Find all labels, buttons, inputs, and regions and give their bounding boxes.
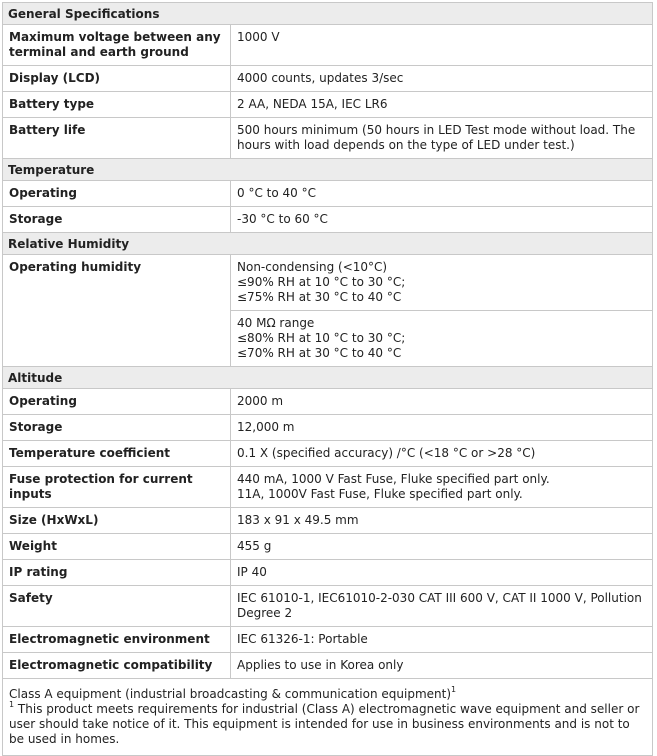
section-title: Altitude bbox=[3, 367, 653, 389]
section-header-temperature bbox=[3, 159, 653, 181]
value-line: 40 MΩ range bbox=[237, 316, 315, 330]
section-title: Relative Humidity bbox=[3, 233, 653, 255]
spec-label: Operating bbox=[3, 181, 231, 207]
spec-row bbox=[3, 255, 653, 311]
spec-row bbox=[3, 560, 653, 586]
section-header-humidity bbox=[3, 233, 653, 255]
spec-row bbox=[3, 441, 653, 467]
spec-value bbox=[231, 255, 653, 311]
spec-row bbox=[3, 389, 653, 415]
spec-label: Fuse protection for current inputs bbox=[3, 467, 231, 508]
spec-value: 4000 counts, updates 3/sec bbox=[231, 66, 653, 92]
spec-value bbox=[231, 467, 653, 508]
spec-row bbox=[3, 653, 653, 679]
value-line: ≤90% RH at 10 °C to 30 °C; bbox=[237, 275, 406, 289]
spec-value: Applies to use in Korea only bbox=[231, 653, 653, 679]
spec-value: IP 40 bbox=[231, 560, 653, 586]
spec-value: IEC 61326-1: Portable bbox=[231, 627, 653, 653]
section-title: General Specifications bbox=[3, 3, 653, 25]
spec-row bbox=[3, 181, 653, 207]
value-line: ≤80% RH at 10 °C to 30 °C; bbox=[237, 331, 406, 345]
spec-row bbox=[3, 627, 653, 653]
footnote-text-line bbox=[9, 702, 646, 747]
value-line: ≤75% RH at 30 °C to 40 °C bbox=[237, 290, 402, 304]
value-line: ≤70% RH at 30 °C to 40 °C bbox=[237, 346, 402, 360]
class-a-line bbox=[9, 687, 646, 702]
spec-label: Operating bbox=[3, 389, 231, 415]
spec-label: Safety bbox=[3, 586, 231, 627]
spec-value: 455 g bbox=[231, 534, 653, 560]
spec-label: Display (LCD) bbox=[3, 66, 231, 92]
spec-row bbox=[3, 415, 653, 441]
spec-value: 1000 V bbox=[231, 25, 653, 66]
spec-value: 183 x 91 x 49.5 mm bbox=[231, 508, 653, 534]
spec-value: 12,000 m bbox=[231, 415, 653, 441]
footnote-row bbox=[3, 679, 653, 756]
spec-row bbox=[3, 534, 653, 560]
spec-value: 0 °C to 40 °C bbox=[231, 181, 653, 207]
spec-row bbox=[3, 118, 653, 159]
spec-label: Battery type bbox=[3, 92, 231, 118]
class-a-text: Class A equipment (industrial broadcasting & communication equipment) bbox=[9, 687, 452, 701]
spec-value: IEC 61010-1, IEC61010-2-030 CAT III 600 V, CAT II 1000 V, Pollution Degree 2 bbox=[231, 586, 653, 627]
spec-row bbox=[3, 586, 653, 627]
footnote-marker: 1 bbox=[451, 685, 457, 694]
footnote bbox=[3, 679, 653, 756]
spec-label: Size (HxWxL) bbox=[3, 508, 231, 534]
spec-label: Battery life bbox=[3, 118, 231, 159]
spec-label: IP rating bbox=[3, 560, 231, 586]
value-line: 440 mA, 1000 V Fast Fuse, Fluke specified part only. bbox=[237, 472, 550, 486]
spec-value bbox=[231, 311, 653, 367]
footnote-text: This product meets requirements for industrial (Class A) electromagnetic wave equipment and seller or user should take notice of it. This equipment is intended for use in business environments and is not to be used in homes. bbox=[9, 702, 640, 746]
spec-label: Storage bbox=[3, 207, 231, 233]
section-header-altitude bbox=[3, 367, 653, 389]
spec-label: Operating humidity bbox=[3, 255, 231, 367]
spec-value: 2 AA, NEDA 15A, IEC LR6 bbox=[231, 92, 653, 118]
section-header-general bbox=[3, 3, 653, 25]
spec-label: Weight bbox=[3, 534, 231, 560]
spec-value: 0.1 X (specified accuracy) /°C (<18 °C or >28 °C) bbox=[231, 441, 653, 467]
section-title: Temperature bbox=[3, 159, 653, 181]
spec-value: 500 hours minimum (50 hours in LED Test mode without load. The hours with load depends on the type of LED under test.) bbox=[231, 118, 653, 159]
spec-label: Maximum voltage between any terminal and earth ground bbox=[3, 25, 231, 66]
spec-value: 2000 m bbox=[231, 389, 653, 415]
value-line: 11A, 1000V Fast Fuse, Fluke specified part only. bbox=[237, 487, 523, 501]
spec-row bbox=[3, 207, 653, 233]
spec-row bbox=[3, 467, 653, 508]
spec-row bbox=[3, 92, 653, 118]
specifications-table bbox=[2, 2, 653, 756]
footnote-marker: 1 bbox=[9, 700, 15, 709]
spec-label: Electromagnetic compatibility bbox=[3, 653, 231, 679]
spec-label: Electromagnetic environment bbox=[3, 627, 231, 653]
spec-row bbox=[3, 25, 653, 66]
spec-label: Temperature coefficient bbox=[3, 441, 231, 467]
spec-row bbox=[3, 66, 653, 92]
spec-row bbox=[3, 508, 653, 534]
spec-value: -30 °C to 60 °C bbox=[231, 207, 653, 233]
value-line: Non-condensing (<10°C) bbox=[237, 260, 388, 274]
spec-label: Storage bbox=[3, 415, 231, 441]
